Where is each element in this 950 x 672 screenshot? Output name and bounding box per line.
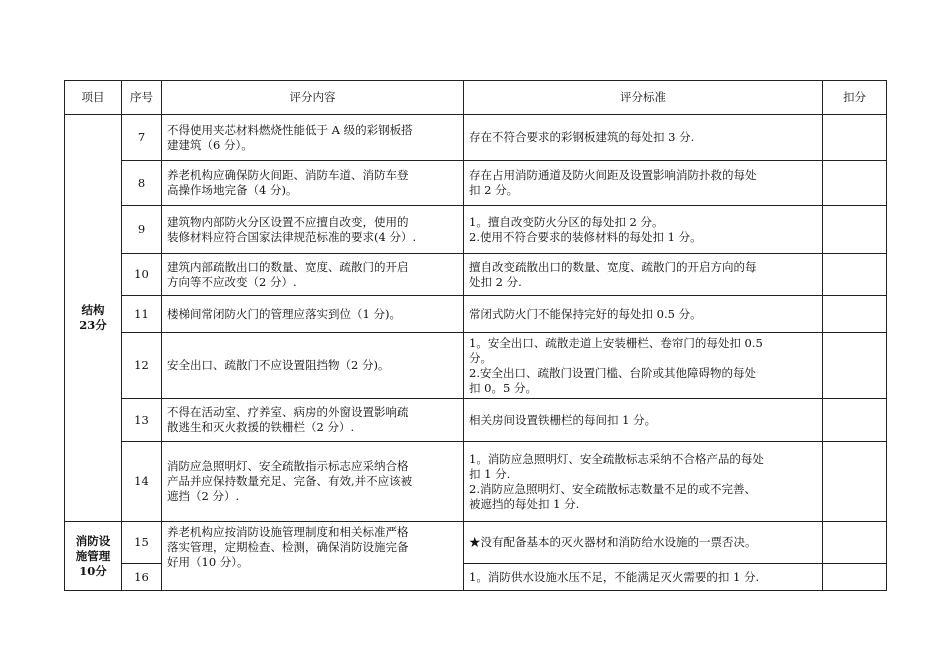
row-deduction <box>823 161 887 206</box>
row-number: 10 <box>122 254 162 296</box>
table-row <box>65 161 887 206</box>
row-content: 安全出口、疏散门不应设置阻挡物（2 分)。 <box>162 333 464 399</box>
category-score: 23分 <box>79 318 107 332</box>
row-standard: 存在不符合要求的彩钢板建筑的每处扣 3 分. <box>464 115 823 161</box>
row-standard: ★没有配备基本的灭火器材和消防给水设施的一票否决。 <box>464 522 823 564</box>
row-standard: 1。消防应急照明灯、安全疏散标志采纳不合格产品的每处 扣 1 分. 2.消防应急照明灯、安全疏散标志数量不足的或不完善、 被遮挡的每处扣 1 分. <box>464 442 823 522</box>
row-number: 13 <box>122 399 162 442</box>
row-number: 15 <box>122 522 162 564</box>
header-deduction: 扣分 <box>823 81 887 115</box>
table-row <box>65 442 887 522</box>
row-number: 14 <box>122 442 162 522</box>
row-deduction <box>823 442 887 522</box>
row-deduction <box>823 522 887 564</box>
row-number: 9 <box>122 206 162 254</box>
category-label: 结构 <box>81 303 105 317</box>
row-number: 11 <box>122 296 162 333</box>
row-deduction <box>823 564 887 591</box>
row-content: 养老机构应确保防火间距、消防车道、消防车登 高操作场地完备（4 分)。 <box>162 161 464 206</box>
row-content: 消防应急照明灯、安全疏散指示标志应采纳合格 产品并应保持数量充足、完备、有效,并不应该被 遮挡（2 分）. <box>162 442 464 522</box>
category-label: 施管理 <box>75 548 111 563</box>
row-number: 8 <box>122 161 162 206</box>
category-score: 10分 <box>79 563 107 578</box>
table-row <box>65 399 887 442</box>
table-row <box>65 522 887 564</box>
row-standard: 存在占用消防通道及防火间距及设置影响消防扑救的每处 扣 2 分。 <box>464 161 823 206</box>
row-standard: 常闭式防火门不能保持完好的每处扣 0.5 分。 <box>464 296 823 333</box>
header-number: 序号 <box>122 81 162 115</box>
category-fire-facilities <box>65 522 122 591</box>
row-number: 16 <box>122 564 162 591</box>
header-row <box>65 81 887 115</box>
row-content: 养老机构应按消防设施管理制度和相关标准严格 落实管理，定期检查、检测，确保消防设施完备 好用（10 分）。 <box>162 522 464 591</box>
row-standard: 1。消防供水设施水压不足，不能满足灭火需要的扣 1 分. <box>464 564 823 591</box>
row-deduction <box>823 399 887 442</box>
row-content: 楼梯间常闭防火门的管理应落实到位（1 分)。 <box>162 296 464 333</box>
row-number: 12 <box>122 333 162 399</box>
table-row <box>65 296 887 333</box>
table-row <box>65 206 887 254</box>
row-number: 7 <box>122 115 162 161</box>
category-structure <box>65 115 122 522</box>
header-content: 评分内容 <box>162 81 464 115</box>
table-row <box>65 254 887 296</box>
row-content: 建筑物内部防火分区设置不应擅自改变，使用的 装修材料应符合国家法律规范标准的要求(4 分）. <box>162 206 464 254</box>
row-deduction <box>823 254 887 296</box>
row-deduction <box>823 206 887 254</box>
row-standard: 相关房间设置铁栅栏的每间扣 1 分。 <box>464 399 823 442</box>
row-standard: 1。擅自改变防火分区的每处扣 2 分。 2.使用不符合要求的装修材料的每处扣 1 分。 <box>464 206 823 254</box>
category-label: 消防设 <box>75 533 111 548</box>
row-content: 不得在活动室、疗养室、病房的外窗设置影响疏 散逃生和灭火救援的铁栅栏（2 分）. <box>162 399 464 442</box>
header-standard: 评分标准 <box>464 81 823 115</box>
table-row <box>65 115 887 161</box>
row-deduction <box>823 333 887 399</box>
row-standard: 擅自改变疏散出口的数量、宽度、疏散门的开启方向的每 处扣 2 分. <box>464 254 823 296</box>
row-content: 建筑内部疏散出口的数量、宽度、疏散门的开启 方向等不应改变（2 分）. <box>162 254 464 296</box>
scoring-table <box>64 80 887 591</box>
row-deduction <box>823 296 887 333</box>
row-deduction <box>823 115 887 161</box>
row-content: 不得使用夹芯材料燃烧性能低于 A 级的彩钢板搭 建建筑（6 分）。 <box>162 115 464 161</box>
table-row <box>65 333 887 399</box>
row-standard: 1。安全出口、疏散走道上安装栅栏、卷帘门的每处扣 0.5 分。 2.安全出口、疏散门设置门槛、台阶或其他障碍物的每处 扣 0。5 分。 <box>464 333 823 399</box>
header-item: 项目 <box>65 81 122 115</box>
